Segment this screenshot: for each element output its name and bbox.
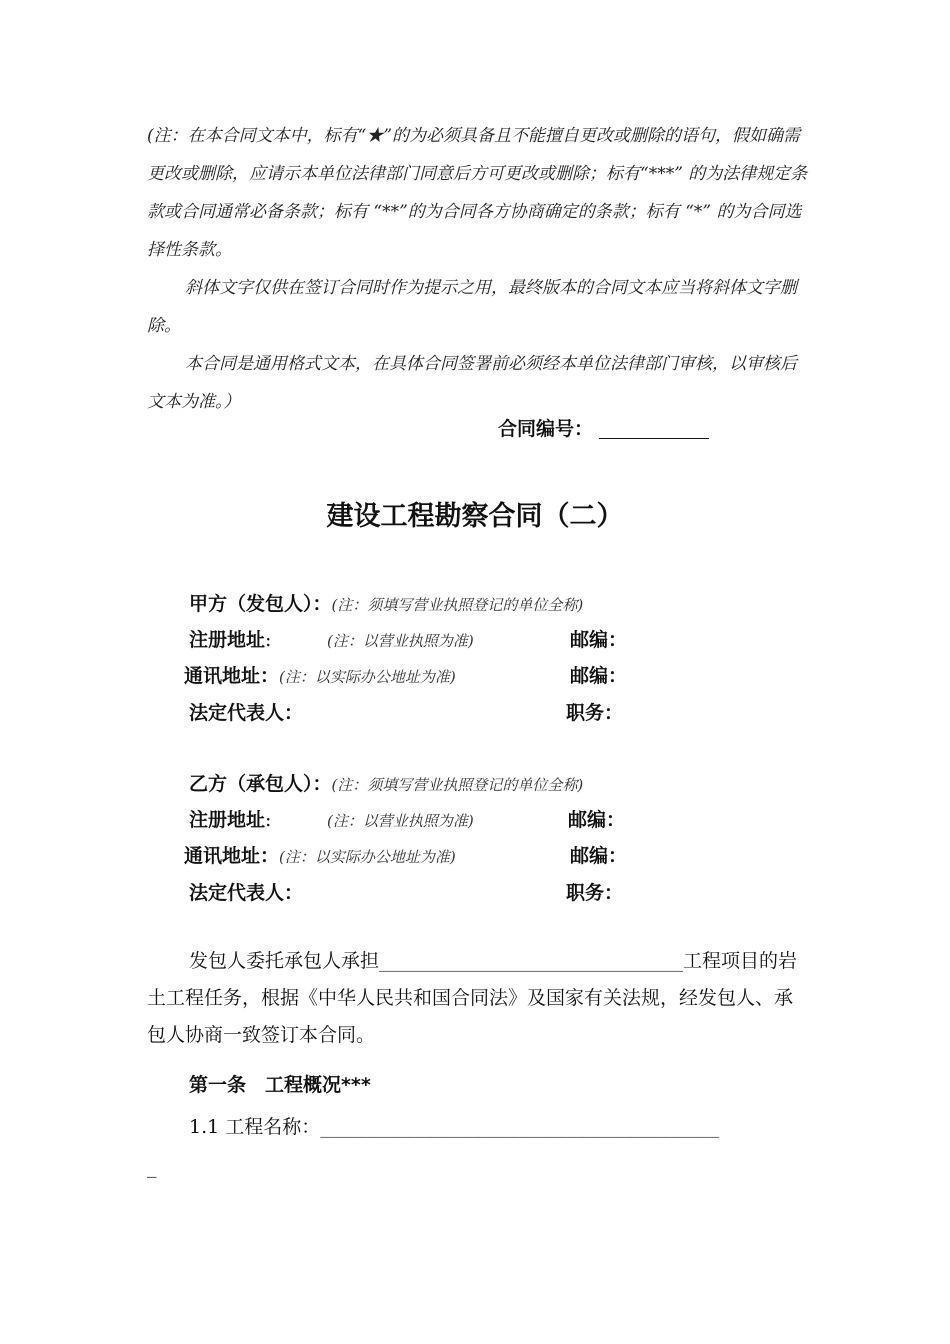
party-b-name-hint: (注：须填写营业执照登记的单位全称) <box>331 776 584 794</box>
party-b-reg-hint-cell <box>327 803 474 837</box>
party-a-reg-label: 注册地址 <box>189 629 266 651</box>
party-b-zip2-label: 邮编： <box>570 845 628 867</box>
party-a-rep-row <box>189 696 303 730</box>
party-a-reg-row <box>189 623 271 657</box>
item-1-1-label: 1.1 工程名称： <box>189 1116 321 1138</box>
party-a-zip2-cell <box>570 659 627 693</box>
party-a-name-row <box>189 587 583 621</box>
party-a-rep-label: 法定代表人： <box>189 702 304 724</box>
note-paragraph-1: (注：在本合同文本中，标有“★”的为必须具备且不能擅自更改或删除的语句，假如确需更改或删除，应请示本单位法律部门同意后方可更改或删除；标有“***” 的为法律规定条款或合同通常必备条款；标有 “**”的为合同各方协商确定的条款；标有 “*” 的为合同选择性条款。 <box>147 126 808 260</box>
party-b-mail-row <box>184 839 456 873</box>
party-b-reg-row <box>189 803 271 837</box>
item-1-1-row <box>189 1110 719 1144</box>
party-a-reg-hint: (注：以营业执照为准) <box>327 632 474 650</box>
intro-text-b: 工程项目的岩土工程任务，根据《中华人民共和国合同法》及国家有关法规，经发包人、承包人协商一致签订本合同。 <box>147 950 798 1046</box>
party-a-zip-cell <box>570 623 627 657</box>
clause-1-heading: 第一条 工程概况*** <box>189 1074 371 1096</box>
party-b-rep-row <box>189 876 303 910</box>
project-name-blank-tail: _ <box>147 1156 157 1178</box>
document-title: 建设工程勘察合同（二） <box>326 501 624 532</box>
italic-note-block <box>147 117 812 421</box>
party-a-mail-hint: (注：以实际办公地址为准) <box>279 668 456 686</box>
party-b-mail-label: 通讯地址： <box>184 845 280 867</box>
contract-number <box>498 410 709 448</box>
party-b-reg-colon: : <box>265 809 272 831</box>
contract-number-blank[interactable] <box>599 416 709 439</box>
party-b-zip2-cell <box>570 839 627 873</box>
intro-paragraph <box>147 943 807 1054</box>
party-b-rep-label: 法定代表人： <box>189 882 304 904</box>
note-paragraph-3: 本合同是通用格式文本，在具体合同签署前必须经本单位法律部门审核，以审核后文本为准。） <box>147 354 797 412</box>
party-a-name-hint: (注：须填写营业执照登记的单位全称) <box>331 596 584 614</box>
intro-project-blank[interactable]: ________________________________ <box>379 950 684 972</box>
note-paragraph-2: 斜体文字仅供在签订合同时作为提示之用，最终版本的合同文本应当将斜体文字删除。 <box>147 278 797 336</box>
party-b-title-label: 职务： <box>566 882 624 904</box>
party-b-reg-label: 注册地址 <box>189 809 266 831</box>
party-b-name-label: 乙方（承包人）： <box>189 773 332 795</box>
party-a-title-cell <box>566 696 623 730</box>
party-b-zip-cell <box>568 803 625 837</box>
party-b-mail-hint: (注：以实际办公地址为准) <box>279 848 456 866</box>
party-a-zip-label: 邮编： <box>570 629 628 651</box>
contract-number-label: 合同编号： <box>498 418 594 440</box>
party-b-name-row <box>189 767 583 801</box>
party-b-title-cell <box>566 876 623 910</box>
project-name-blank[interactable]: __________________________________________ <box>320 1116 720 1138</box>
intro-text-a: 发包人委托承包人承担 <box>189 950 380 972</box>
party-b-zip-label: 邮编： <box>568 809 626 831</box>
party-a-zip2-label: 邮编： <box>570 665 628 687</box>
party-b-reg-hint: (注：以营业执照为准) <box>327 812 474 830</box>
party-a-mail-label: 通讯地址： <box>184 665 280 687</box>
party-a-reg-colon: : <box>265 629 272 651</box>
party-a-reg-hint-cell <box>327 623 474 657</box>
party-a-name-label: 甲方（发包人）： <box>189 593 332 615</box>
party-a-mail-row <box>184 659 456 693</box>
party-a-title-label: 职务： <box>566 702 624 724</box>
